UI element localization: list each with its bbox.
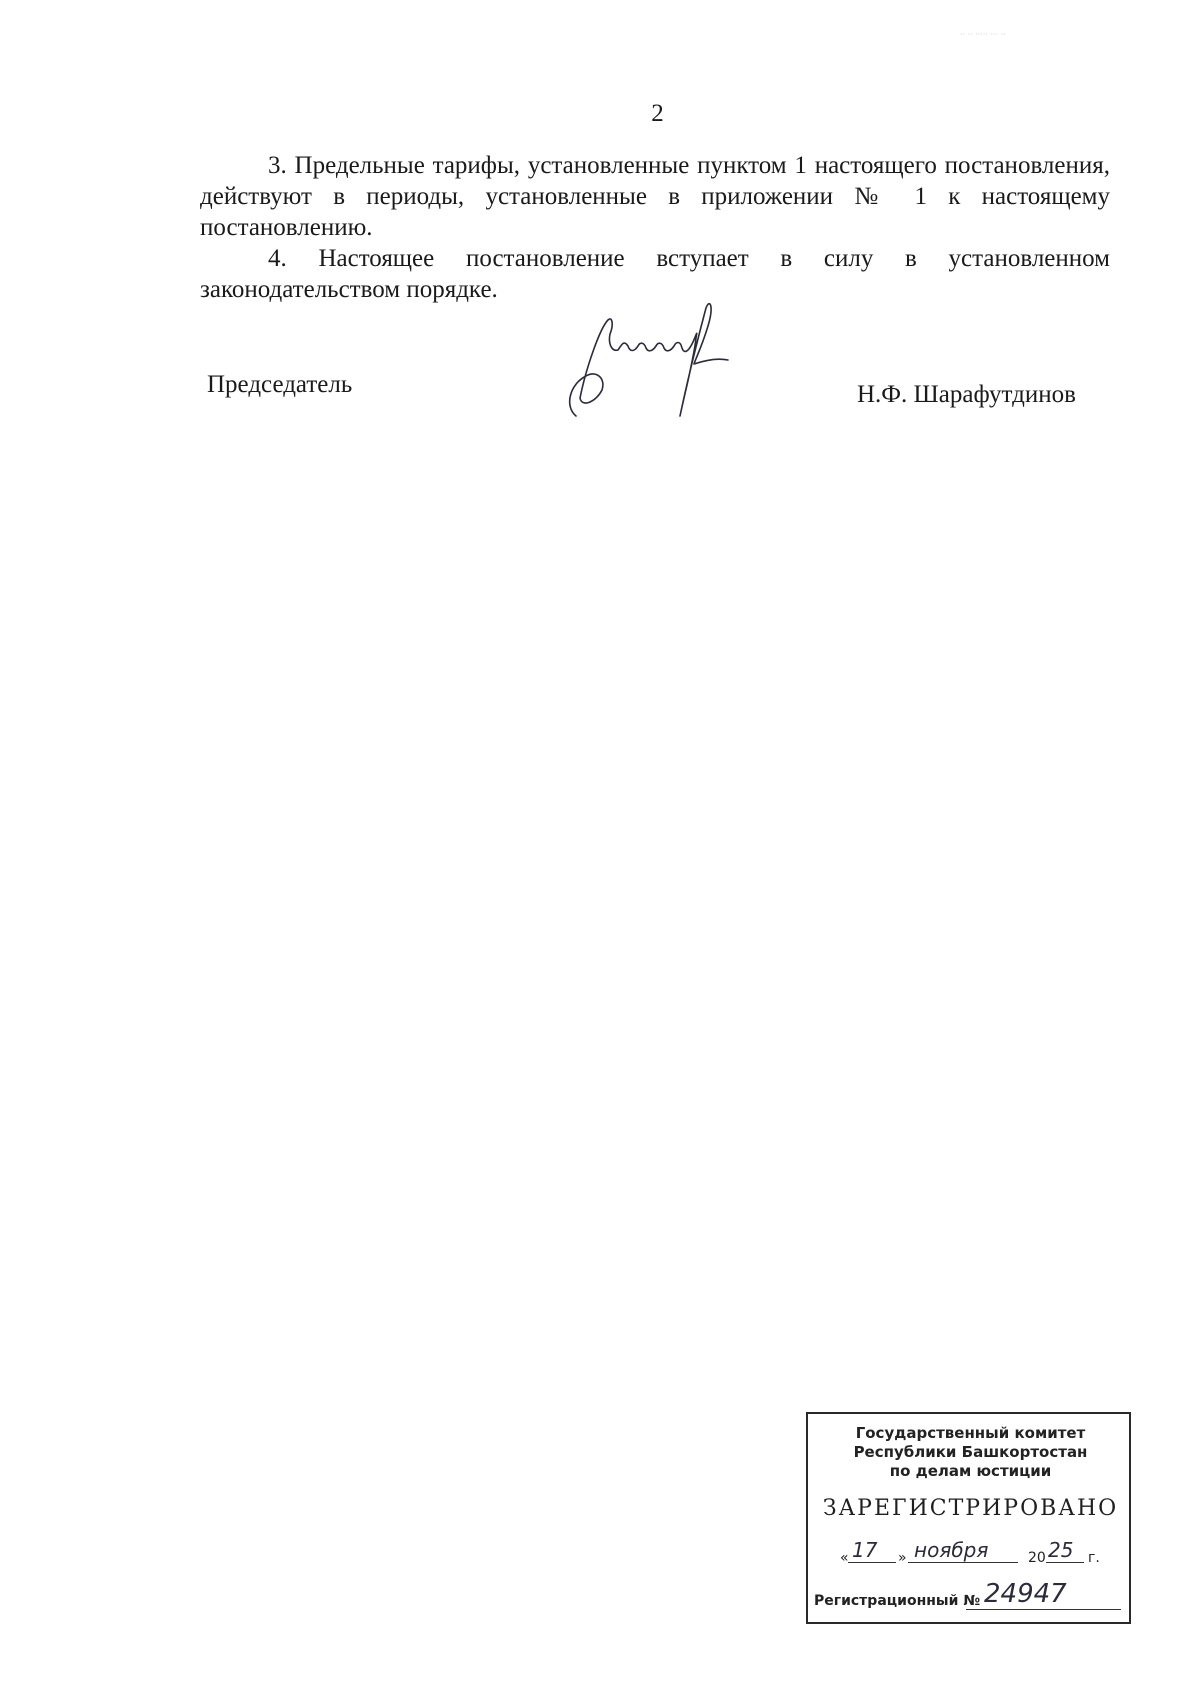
registration-stamp [806, 1412, 1131, 1624]
reg-label: Регистрационный № [814, 1593, 981, 1609]
stamp-date [840, 1538, 1125, 1566]
date-day: 17 [852, 1538, 878, 1562]
year-prefix: 20 [1028, 1550, 1046, 1566]
date-month: ноября [914, 1538, 989, 1562]
date-close-quote: » [898, 1550, 907, 1566]
scan-artifact: ·· ·· ····· ··· ·· [960, 30, 1006, 39]
stamp-registration [814, 1579, 1129, 1611]
stamp-organization [808, 1424, 1133, 1481]
page-number: 2 [651, 100, 664, 127]
signatory-name: Н.Ф. Шарафутдинов [857, 381, 1076, 408]
year-suffix: 25 [1048, 1538, 1074, 1562]
stamp-org-line: по делам юстиции [889, 1462, 1052, 1480]
date-open-quote: « [840, 1550, 849, 1566]
stamp-status: ЗАРЕГИСТРИРОВАНО [822, 1496, 1119, 1521]
paragraph-4: 4. Настоящее постановление вступает в силу в установленном законодательством порядке. [200, 245, 1110, 303]
stamp-org-line: Республики Башкортостан [853, 1443, 1088, 1461]
year-abbrev: г. [1088, 1550, 1100, 1566]
handwritten-signature [556, 298, 736, 438]
signature-block [0, 0, 1200, 460]
paragraph-3: 3. Предельные тарифы, установленные пунктом 1 настоящего постановления, действуют в периоды, установленные в приложении № 1 к настоящему постановлению. [200, 152, 1110, 241]
reg-number: 24947 [984, 1579, 1067, 1609]
signatory-title: Председатель [207, 371, 353, 398]
stamp-org-line: Государственный комитет [855, 1424, 1086, 1442]
